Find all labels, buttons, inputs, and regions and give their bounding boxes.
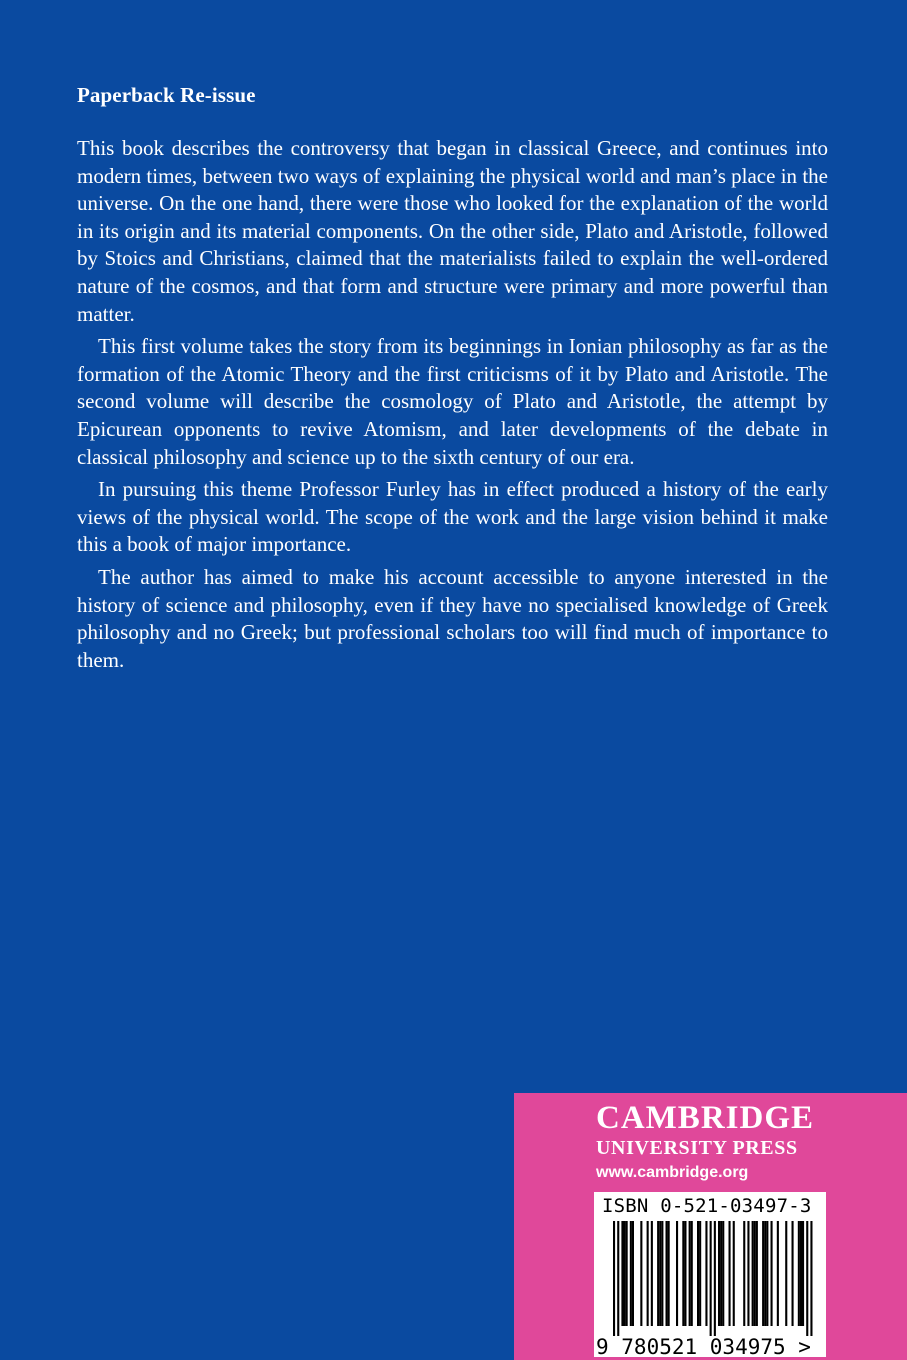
barcode-bar xyxy=(626,1221,628,1326)
barcode-bar xyxy=(756,1221,758,1326)
barcode-bar xyxy=(754,1221,756,1326)
publisher-name: CAMBRIDGE xyxy=(596,1100,815,1136)
barcode-bar xyxy=(699,1221,701,1326)
barcode-bar xyxy=(691,1221,693,1326)
barcode-bar xyxy=(689,1221,691,1326)
barcode-bar xyxy=(800,1221,802,1326)
barcode-bar xyxy=(640,1221,642,1326)
barcode-bar xyxy=(743,1221,745,1326)
barcode-bar xyxy=(729,1221,731,1326)
barcode-bar xyxy=(722,1221,724,1326)
barcode-bar xyxy=(632,1221,634,1326)
publisher-subtitle: UNIVERSITY PRESS xyxy=(596,1137,798,1159)
barcode xyxy=(601,1221,821,1336)
barcode-bar xyxy=(762,1221,764,1326)
barcode-bar xyxy=(682,1221,684,1326)
barcode-bar xyxy=(676,1221,678,1326)
barcode-bar xyxy=(710,1221,712,1336)
barcode-bar xyxy=(806,1221,808,1336)
barcode-bar xyxy=(666,1221,668,1326)
barcode-bar xyxy=(613,1221,615,1336)
barcode-bar xyxy=(657,1221,659,1326)
barcode-bar xyxy=(792,1221,794,1326)
barcode-bar xyxy=(661,1221,663,1326)
barcode-bar xyxy=(718,1221,720,1326)
isbn-label: ISBN 0-521-03497-3 xyxy=(602,1195,812,1217)
barcode-bar xyxy=(647,1221,649,1326)
barcode-bar xyxy=(705,1221,707,1326)
barcode-bar xyxy=(714,1221,716,1336)
barcode-bar xyxy=(798,1221,800,1326)
barcode-bar xyxy=(752,1221,754,1326)
barcode-bar xyxy=(697,1221,699,1326)
barcode-digits: 9 780521 034975 > xyxy=(596,1335,811,1359)
barcode-bar xyxy=(766,1221,768,1326)
barcode-bar xyxy=(785,1221,787,1326)
barcode-bar xyxy=(810,1221,812,1336)
blurb-paragraph-3: In pursuing this theme Professor Furley has in effect produced a history of the early views of the physical world. The scope of the work and the large vision behind it make this a book of major importance. xyxy=(77,477,828,557)
barcode-bar xyxy=(630,1221,632,1326)
barcode-bar xyxy=(651,1221,653,1326)
barcode-bar xyxy=(684,1221,686,1326)
barcode-bar xyxy=(668,1221,670,1326)
barcode-bar xyxy=(777,1221,779,1326)
barcode-bar xyxy=(624,1221,626,1326)
barcode-bar xyxy=(764,1221,766,1326)
blurb-paragraph-4: The author has aimed to make his account accessible to anyone interested in the history of science and philosophy, even if they have no specialised knowledge of Greek philosophy and no Greek; but professional scholars too will find much of importance to them. xyxy=(77,564,828,672)
barcode-bar xyxy=(733,1221,735,1326)
barcode-bar xyxy=(617,1221,619,1336)
barcode-bar xyxy=(720,1221,722,1326)
barcode-bar xyxy=(747,1221,749,1326)
barcode-bar xyxy=(802,1221,804,1326)
edition-heading: Paperback Re-issue xyxy=(77,83,256,107)
barcode-bar xyxy=(659,1221,661,1326)
publisher-url: www.cambridge.org xyxy=(596,1164,749,1181)
blurb-text xyxy=(77,135,828,679)
barcode-bar xyxy=(621,1221,623,1326)
blurb-paragraph-1: This book describes the controversy that began in classical Greece, and continues into modern times, between two ways of explaining the physical world and man’s place in the universe. On the one hand, there were those who looked for the explanation of the world in its origin and its material components. On the other side, Plato and Aristotle, followed by Stoics and Christians, claimed that the materialists failed to explain the well-ordered nature of the cosmos, and that form and structure were primary and more powerful than matter. xyxy=(77,136,828,326)
barcode-bar xyxy=(771,1221,773,1326)
blurb-paragraph-2: This first volume takes the story from its beginnings in Ionian philosophy as far as the formation of the Atomic Theory and the first criticisms of it by Plato and Aristotle. The second volume will describe the cosmology of Plato and Aristotle, the attempt by Epicurean opponents to revive Atomism, and later developments of the debate in classical philosophy and science up to the sixth century of our era. xyxy=(77,334,828,469)
